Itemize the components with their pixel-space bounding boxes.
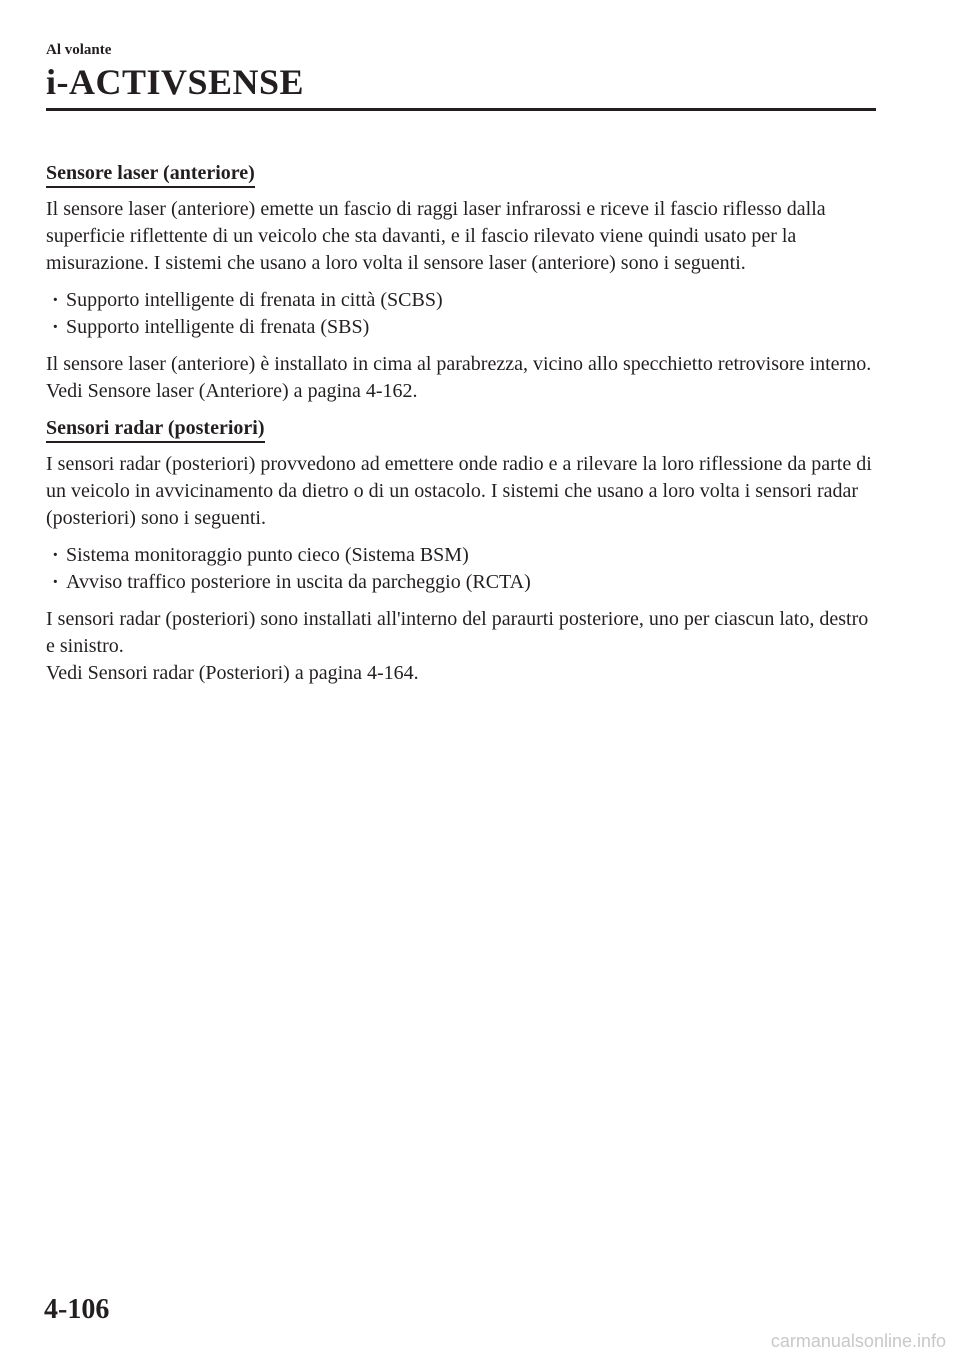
section-location	[46, 351, 876, 405]
page-content	[46, 160, 876, 697]
watermark: carmanualsonline.info	[770, 1331, 946, 1351]
section-location	[46, 606, 876, 687]
list-item: · Supporto intelligente di frenata in città (SCBS)	[46, 287, 876, 314]
section-title: i-ACTIVSENSE	[46, 62, 305, 102]
section-intro: Il sensore laser (anteriore) emette un fascio di raggi laser infrarossi e riceve il fascio riflesso dalla superficie riflettente di un veicolo che sta davanti, e il fascio rilevato viene quindi usato per la misurazione. I sistemi che usano a loro volta il sensore laser (anteriore) sono i seguenti.	[46, 198, 826, 274]
section-heading: Sensore laser (anteriore)	[46, 161, 255, 188]
system-list	[46, 542, 876, 596]
section-laser-sensor	[46, 160, 876, 405]
page-number: 4-106	[44, 1294, 110, 1325]
page-reference: Vedi Sensori radar (Posteriori) a pagina 4-164.	[46, 662, 419, 684]
location-text: Il sensore laser (anteriore) è installato in cima al parabrezza, vicino allo specchietto retrovisore interno.	[46, 353, 872, 375]
list-item: · Avviso traffico posteriore in uscita da parcheggio (RCTA)	[46, 569, 876, 596]
header-divider	[46, 108, 876, 111]
page-reference: Vedi Sensore laser (Anteriore) a pagina 4-162.	[46, 380, 418, 402]
system-list	[46, 287, 876, 341]
chapter-label: Al volante	[46, 42, 112, 58]
section-heading: Sensori radar (posteriori)	[46, 416, 265, 443]
list-item: · Sistema monitoraggio punto cieco (Sistema BSM)	[46, 542, 876, 569]
page-header	[46, 40, 876, 111]
list-item: · Supporto intelligente di frenata (SBS)	[46, 314, 876, 341]
location-text: I sensori radar (posteriori) sono installati all'interno del paraurti posteriore, uno per ciascun lato, destro e sinistro.	[46, 608, 869, 657]
section-radar-sensors	[46, 415, 876, 687]
section-intro: I sensori radar (posteriori) provvedono ad emettere onde radio e a rilevare la loro riflessione da parte di un veicolo in avvicinamento da dietro o di un ostacolo. I sistemi che usano a loro volta i sensori radar (posteriori) sono i seguenti.	[46, 453, 872, 529]
